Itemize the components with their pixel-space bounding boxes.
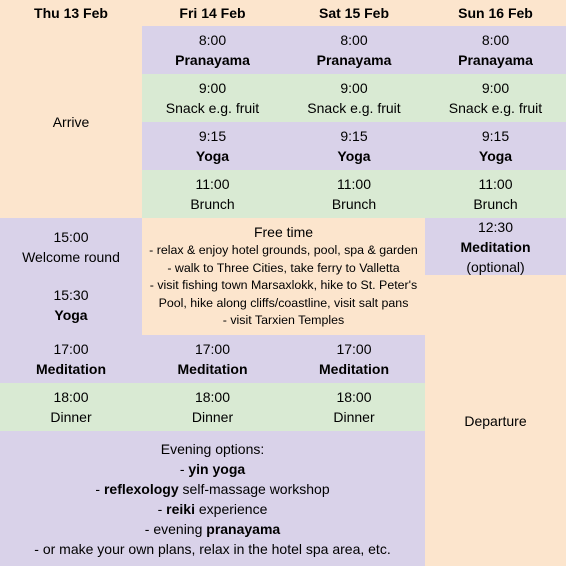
activity: Snack e.g. fruit xyxy=(307,100,401,116)
activity: Meditation xyxy=(460,238,531,255)
activity: Meditation xyxy=(36,361,106,377)
time: 18:00 xyxy=(53,389,89,405)
free-time-cell xyxy=(142,218,425,335)
meditation-fri xyxy=(142,335,283,383)
time: 9:00 xyxy=(340,80,368,96)
time: 9:15 xyxy=(481,128,510,144)
activity: Dinner xyxy=(191,409,234,425)
evening-item: - reiki experience xyxy=(157,500,268,517)
meditation-thu xyxy=(0,335,142,383)
activity: Yoga xyxy=(54,307,88,323)
dinner-fri xyxy=(142,383,283,431)
evening-options-cell xyxy=(0,431,425,566)
brunch-fri xyxy=(142,170,283,218)
time: 8:00 xyxy=(198,32,227,48)
day-header-thu: Thu 13 Feb xyxy=(0,0,142,26)
activity-note: (optional) xyxy=(466,258,525,275)
dinner-thu xyxy=(0,383,142,431)
time: 17:00 xyxy=(53,341,89,357)
free-time-line: - visit fishing town Marsaxlokk, hike to St. Peter's xyxy=(149,278,418,293)
evening-item: - yin yoga xyxy=(179,460,246,477)
meditation-sun xyxy=(425,218,566,275)
arrive-cell xyxy=(0,26,142,218)
time: 18:00 xyxy=(194,389,231,405)
activity: Welcome round xyxy=(22,248,120,265)
day-header-sun: Sun 16 Feb xyxy=(425,0,566,26)
activity: Brunch xyxy=(190,196,235,212)
welcome-thu xyxy=(0,218,142,275)
brunch-sun xyxy=(425,170,566,218)
activity: Meditation xyxy=(177,361,248,377)
time: 9:00 xyxy=(481,80,510,96)
snack-sun xyxy=(425,74,566,122)
yoga-sun xyxy=(425,122,566,170)
activity: Pranayama xyxy=(175,52,250,68)
time: 9:15 xyxy=(340,128,368,144)
departure-label: Departure xyxy=(464,412,527,429)
activity: Dinner xyxy=(50,409,92,425)
activity: Snack e.g. fruit xyxy=(448,100,543,116)
time: 15:00 xyxy=(53,228,89,245)
yoga-fri xyxy=(142,122,283,170)
activity: Brunch xyxy=(331,196,377,212)
activity: Pranayama xyxy=(316,52,392,68)
activity: Pranayama xyxy=(458,52,533,68)
time: 11:00 xyxy=(195,176,230,192)
time: 9:00 xyxy=(198,80,227,96)
pranayama-fri xyxy=(142,26,283,74)
time: 18:00 xyxy=(336,389,372,405)
activity: Dinner xyxy=(333,409,375,425)
arrive-label: Arrive xyxy=(52,114,90,130)
day-header-sat: Sat 15 Feb xyxy=(283,0,425,26)
time: 11:00 xyxy=(337,176,371,192)
time: 8:00 xyxy=(481,32,510,48)
time: 15:30 xyxy=(53,287,89,303)
activity: Meditation xyxy=(319,361,389,377)
free-time-line: - walk to Three Cities, take ferry to Valletta xyxy=(167,260,400,275)
time: 9:15 xyxy=(198,128,227,144)
departure-cell xyxy=(425,275,566,566)
activity: Yoga xyxy=(337,148,371,164)
evening-item: - reflexology self-massage workshop xyxy=(95,480,330,497)
free-time-title: Free time xyxy=(253,224,314,241)
time: 17:00 xyxy=(336,341,372,357)
time: 17:00 xyxy=(194,341,231,357)
snack-fri xyxy=(142,74,283,122)
yoga-thu xyxy=(0,275,142,335)
time: 11:00 xyxy=(478,176,513,192)
evening-item: - or make your own plans, relax in the hotel spa area, etc. xyxy=(34,540,391,557)
free-time-line: - visit Tarxien Temples xyxy=(222,313,345,328)
activity: Brunch xyxy=(473,196,518,212)
time: 8:00 xyxy=(340,32,368,48)
free-time-line: Pool, hike along cliffs/coastline, visit salt pans xyxy=(158,295,409,310)
activity: Yoga xyxy=(478,148,513,164)
day-header-fri: Fri 14 Feb xyxy=(142,0,283,26)
activity: Yoga xyxy=(195,148,230,164)
dinner-sat xyxy=(283,383,425,431)
brunch-sat xyxy=(283,170,425,218)
pranayama-sun xyxy=(425,26,566,74)
yoga-sat xyxy=(283,122,425,170)
meditation-sat xyxy=(283,335,425,383)
pranayama-sat xyxy=(283,26,425,74)
evening-title: Evening options: xyxy=(160,440,265,457)
free-time-line: - relax & enjoy hotel grounds, pool, spa & garden xyxy=(149,243,418,258)
time: 12:30 xyxy=(477,218,514,235)
activity: Snack e.g. fruit xyxy=(165,100,260,116)
snack-sat xyxy=(283,74,425,122)
evening-item: - evening pranayama xyxy=(144,520,281,537)
